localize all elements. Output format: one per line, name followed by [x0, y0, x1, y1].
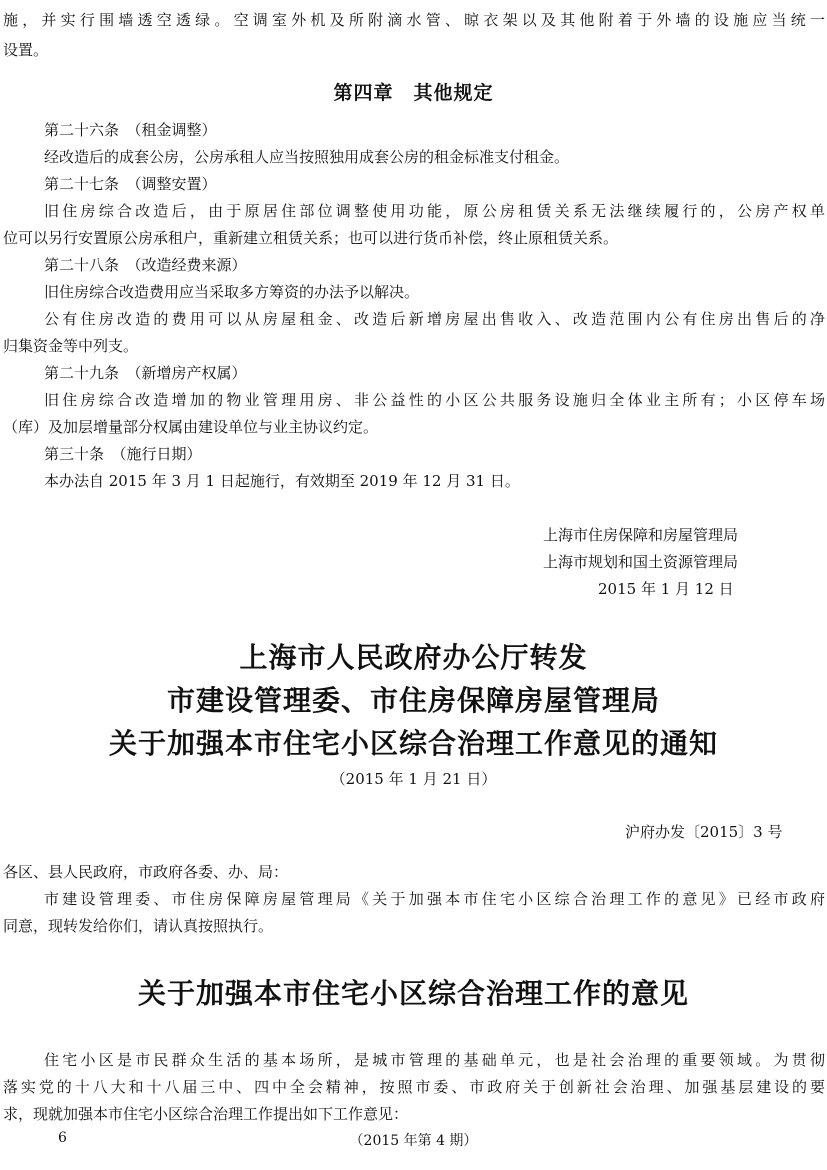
notice-recipients: 各区、县人民政府，市政府各委、办、局：	[3, 863, 289, 881]
opinion-body-line-3: 求，现就加强本市住宅小区综合治理工作提出如下工作意见：	[3, 1105, 409, 1123]
article-27-line-2: 位可以另行安置原公房承租户，重新建立租赁关系；也可以进行货币补偿，终止原租赁关系。	[3, 229, 619, 247]
article-29-heading: 第二十九条 （新增房产权属）	[44, 364, 247, 382]
notice-body-line-2: 同意，现转发给你们，请认真按照执行。	[3, 917, 274, 935]
notice-title-line-3: 关于加强本市住宅小区综合治理工作意见的通知	[108, 727, 718, 760]
notice-date: （2015 年 1 月 21 日）	[330, 770, 497, 788]
signature-org-2: 上海市规划和国土资源管理局	[543, 553, 739, 571]
article-28-line-2: 公有住房改造的费用可以从房屋租金、改造后新增房屋出售收入、改造范围内公有住房出售后的净	[44, 310, 825, 328]
notice-title-line-1: 上海市人民政府办公厅转发	[239, 641, 588, 674]
article-30-line-1: 本办法自 2015 年 3 月 1 日起施行，有效期至 2019 年 12 月 31 日。	[44, 472, 520, 490]
opinion-body-line-1: 住宅小区是市民群众生活的基本场所，是城市管理的基础单元，也是社会治理的重要领域。为贯彻	[44, 1051, 825, 1069]
notice-doc-number: 沪府办发〔2015〕3 号	[625, 823, 783, 841]
notice-title-line-2: 市建设管理委、市住房保障房屋管理局	[166, 684, 660, 717]
page-number: 6	[58, 1130, 67, 1146]
article-28-heading: 第二十八条 （改造经费来源）	[44, 256, 247, 274]
article-26-line-1: 经改造后的成套公房，公房承租人应当按照独用成套公房的租金标准支付租金。	[44, 148, 570, 166]
article-29-line-1: 旧住房综合改造增加的物业管理用房、非公益性的小区公共服务设施归全体业主所有；小区停车场	[44, 391, 825, 409]
article-27-line-1: 旧住房综合改造后，由于原居住部位调整使用功能，原公房租赁关系无法继续履行的，公房产权单	[44, 202, 825, 220]
article-28-line-1: 旧住房综合改造费用应当采取多方筹资的办法予以解决。	[44, 283, 420, 301]
article-27-heading: 第二十七条 （调整安置）	[44, 175, 217, 193]
article-29-line-2: （库）及加层增量部分权属由建设单位与业主协议约定。	[3, 418, 379, 436]
signature-date: 2015 年 1 月 12 日	[598, 580, 734, 598]
notice-body-line-1: 市建设管理委、市住房保障房屋管理局《关于加强本市住宅小区综合治理工作的意见》已经市政府	[44, 890, 825, 908]
chapter-title: 第四章 其他规定	[333, 82, 494, 104]
article-30-heading: 第三十条 （施行日期）	[44, 445, 202, 463]
article-28-line-3: 归集资金等中列支。	[3, 337, 139, 355]
top-paragraph-line-1: 施，并实行围墙透空透绿。空调室外机及所附滴水管、晾衣架以及其他附着于外墙的设施应当统一	[3, 11, 825, 29]
article-26-heading: 第二十六条 （租金调整）	[44, 121, 217, 139]
opinion-body-line-2: 落实党的十八大和十八届三中、四中全会精神，按照市委、市政府关于创新社会治理、加强基层建设的要	[3, 1078, 825, 1096]
opinion-title: 关于加强本市住宅小区综合治理工作的意见	[137, 977, 689, 1010]
signature-org-1: 上海市住房保障和房屋管理局	[543, 526, 739, 544]
top-paragraph-line-2: 设置。	[3, 41, 49, 59]
issue-label: （2015 年第 4 期）	[349, 1133, 478, 1149]
